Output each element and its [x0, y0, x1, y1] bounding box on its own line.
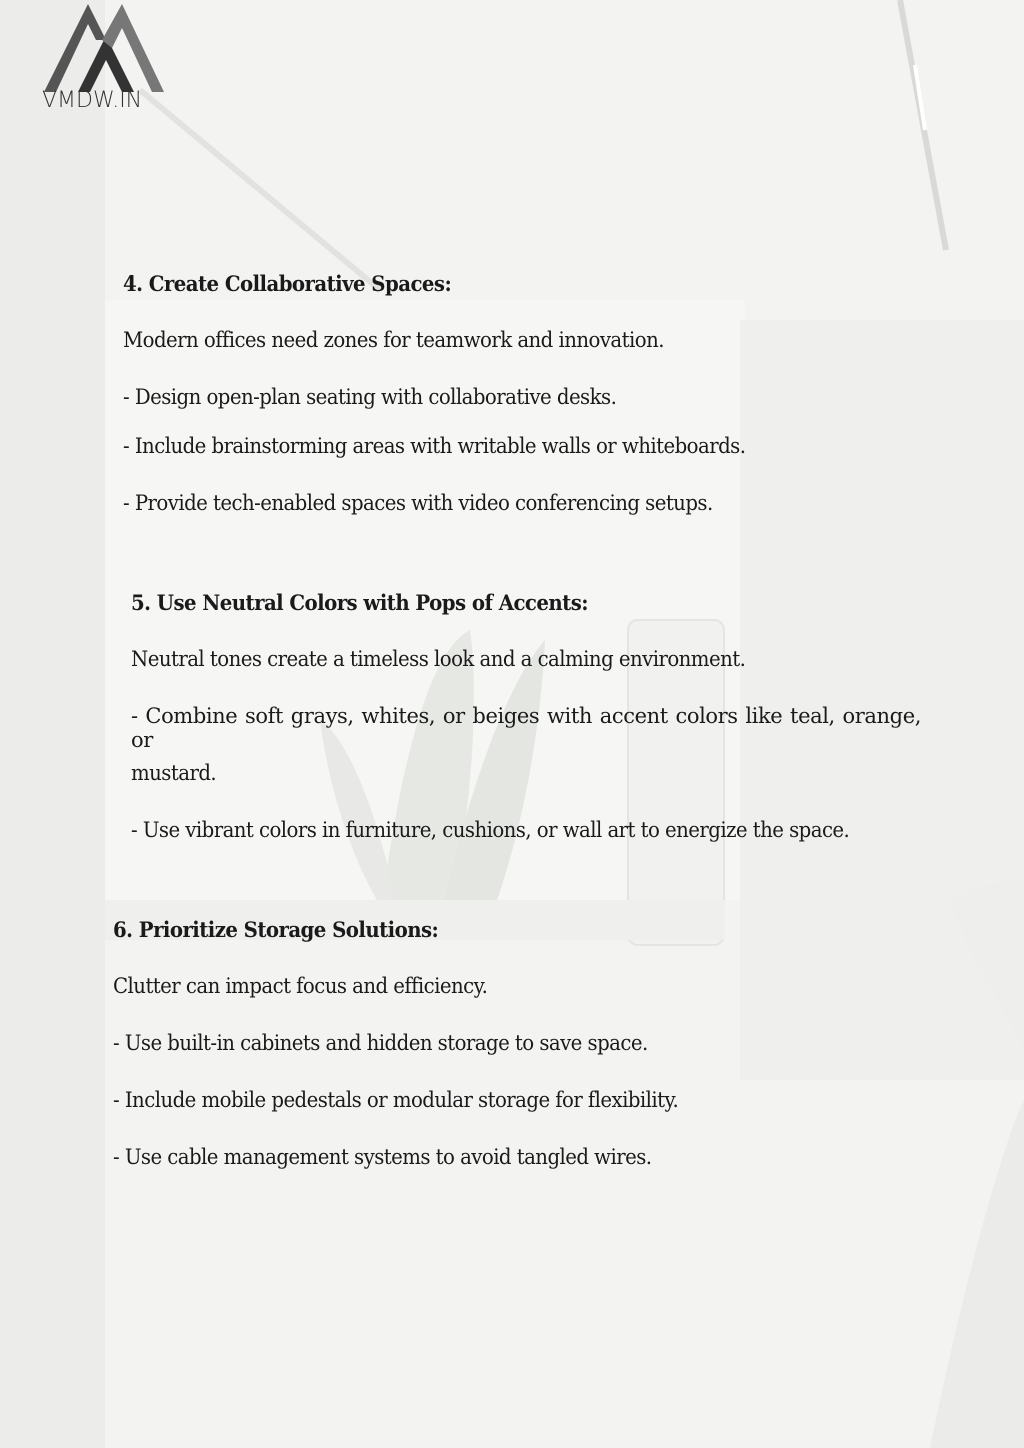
- bullet-item: - Combine soft grays, whites, or beiges with accent colors like teal, orange, or: [131, 704, 921, 752]
- bullet-item: - Use cable management systems to avoid tangled wires.: [113, 1145, 652, 1169]
- brand-logo: [40, 0, 170, 120]
- section-heading: 6. Prioritize Storage Solutions:: [113, 917, 439, 942]
- bullet-item: - Include brainstorming areas with writable walls or whiteboards.: [123, 434, 746, 458]
- section-heading: 5. Use Neutral Colors with Pops of Accents:: [131, 590, 588, 615]
- section-intro: Modern offices need zones for teamwork and innovation.: [123, 328, 664, 352]
- section-intro: Clutter can impact focus and efficiency.: [113, 974, 488, 998]
- section-heading: 4. Create Collaborative Spaces:: [123, 271, 452, 296]
- bullet-item: - Use built-in cabinets and hidden storage to save space.: [113, 1031, 648, 1055]
- bullet-item: - Design open-plan seating with collaborative desks.: [123, 385, 617, 409]
- bullet-item: - Provide tech-enabled spaces with video conferencing setups.: [123, 491, 713, 515]
- mountain-logo-icon: [40, 0, 170, 95]
- bullet-item: - Include mobile pedestals or modular storage for flexibility.: [113, 1088, 679, 1112]
- bullet-item: - Use vibrant colors in furniture, cushions, or wall art to energize the space.: [131, 818, 850, 842]
- brand-logo-text: VMDW.IN: [42, 88, 143, 113]
- section-intro: Neutral tones create a timeless look and a calming environment.: [131, 647, 746, 671]
- bullet-item-continuation: mustard.: [131, 761, 217, 785]
